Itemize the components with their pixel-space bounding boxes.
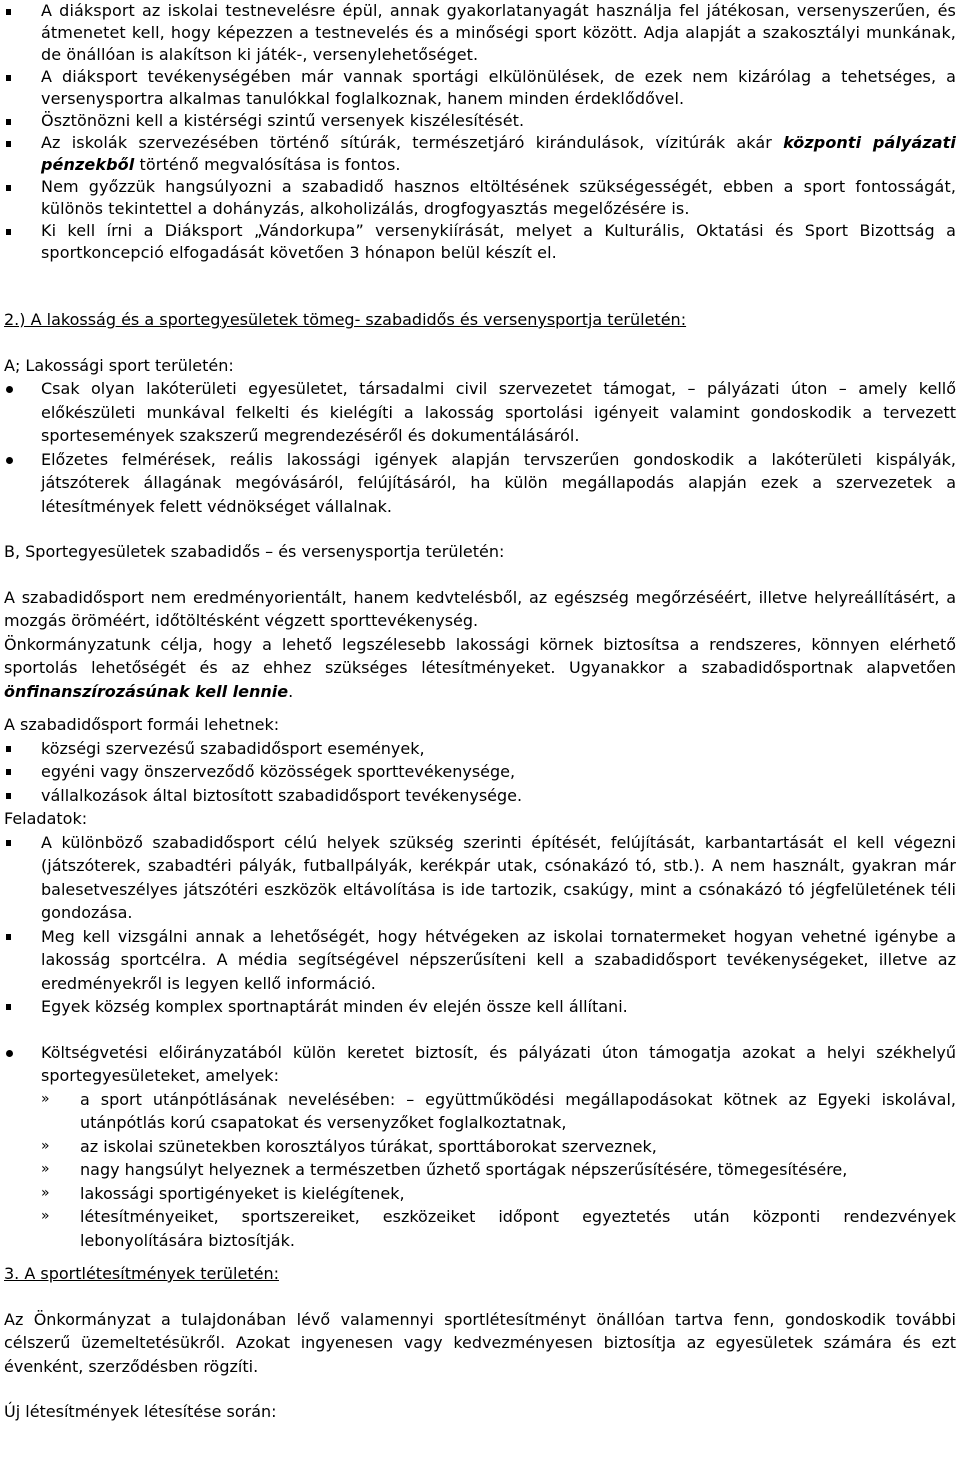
bullet-wandering-cup: Ki kell írni a Diáksport „Vándorkupa” versenykiírását, melyet a Kulturális, Oktatási és Sport Bizottság a sportkoncepció elfogadását követően 3 hónapon belül készít el. (4, 220, 956, 264)
paragraph-facilities: Az Önkormányzat a tulajdonában lévő valamennyi sportlétesítményt önállóan tartva fenn, gondoskodik további célszerű üzemeltetésükről. Azokat ingyenesen vagy kedvezményesen biztosítja az egyesületek számára és ezt évenként, szerződésben rögzíti. (4, 1309, 956, 1376)
tasks-heading: Feladatok: (4, 809, 88, 828)
budget-criterion: » létesítményeiket, sportszereiket, eszközeiket időpont egyeztetés után központi rendezvények lebonyolítására biztosítják. (41, 1205, 956, 1252)
budget-bullets (4, 1041, 956, 1088)
task-item: Egyek község komplex sportnaptárát minden év elején össze kell állítani. (4, 995, 956, 1019)
budget-criterion: » az iskolai szünetekben korosztályos túrákat, sporttáborokat szerveznek, (41, 1135, 956, 1159)
forms-list (4, 737, 956, 808)
subsection-b-heading: B, Sportegyesületek szabadidős – és versenysportja területén: (4, 542, 505, 561)
bullet-leisure-importance: Nem győzzük hangsúlyozni a szabadidő hasznos eltöltésének szükségességét, ebben a sport fontosságát, különös tekintettel a dohányzás, alkoholizálás, drogfogyasztás megelőzésére is. (4, 176, 956, 220)
bullet-playground-maintenance: Előzetes felmérések, reális lakossági igények alapján tervszerűen gondoskodik a lakóterületi kispályák, játszóterek állagának megóvásáról, felújításáról, ha külön megállapodás alapján ezek a szervezetek a létesítmények felett védnökséget vállalnak. (4, 448, 956, 519)
budget-criterion: » a sport utánpótlásának nevelésében: – együttműködési megállapodásokat kötnek az Egyeki iskolával, utánpótlás korú csapatokat és versenyzőket foglalkoztatnak, (41, 1088, 956, 1135)
subsection-a-bullets (4, 377, 956, 518)
bullet-budget-support: Költségvetési előirányzatából külön keretet biztosít, és pályázati úton támogatja azokat a helyi székhelyű sportegyesületeket, amelyek: (4, 1041, 956, 1088)
paragraph-municipal-goal: Önkormányzatunk célja, hogy a lehető legszélesebb lakossági körnek biztosítsa a rendszeres, könnyen elérhető sportolás lehetőségét és az ehhez szükséges létesítményeket. Ugyanakkor a szabadidősportnak alapvetően önfinanszírozásúnak kell lennie. (4, 634, 956, 701)
bullet-school-sport-base: A diáksport az iskolai testnevelésre épül, annak gyakorlatanyagát használja fel játékosan, versenyszerűen, és átmenetet kell, hogy képezzen a testnevelés és a minőségi sport között. Adja alapját a szakosztályi munkának, de önállóan is alakítson ki játék-, versenylehetőséget. (4, 0, 956, 66)
paragraph-leisure-sport: A szabadidősport nem eredményorientált, hanem kedvtelésből, az egészség megőrzéséért, illetve helyreállításért, a mozgás öröméért, időtöltésként végzett sporttevékenység. (4, 587, 956, 630)
budget-criterion: » lakossági sportigényeket is kielégítenek, (41, 1182, 956, 1206)
school-sport-block (4, 0, 956, 264)
new-facilities-heading: Új létesítmények létesítése során: (4, 1402, 277, 1421)
form-item: egyéni vagy önszerveződő közösségek sporttevékenysége, (4, 760, 956, 784)
task-item: Meg kell vizsgálni annak a lehetőségét, hogy hétvégeken az iskolai tornatermeket hogyan vehetné igénybe a lakosság sportcélra. A média segítségével népszerűsíteni kell a szabadidősport tevékenységeket, illetve az eredményekről is legyen kellő információ. (4, 925, 956, 996)
bullet-residential-associations: Csak olyan lakóterületi egyesületet, társadalmi civil szervezetet támogat, – pályázati úton – amely kellő előkészületi munkával felkelti és kielégíti a lakosság sportolási igényeit valamint gondoskodik a tervezett sportesemények szakszerű megrendezéséről és dokumentálásáról. (4, 377, 956, 448)
task-item: A különböző szabadidősport célú helyek szükség szerinti építését, felújítását, karbantartását el kell végezni (játszóterek, szabadtéri pályák, futballpályák, kerékpár utak, csónakázó tó, stb.). A nem használt, gyakran már balesetveszélyes játszótéri eszközök eltávolítása is ide tartozik, csakúgy, mint a csónakázó tó jégfelületének téli gondozása. (4, 831, 956, 925)
budget-criterion: » nagy hangsúlyt helyeznek a természetben űzhető sportágak népszerűsítésére, tömegesítésére, (41, 1158, 956, 1182)
form-item: vállalkozások által biztosított szabadidősport tevékenysége. (4, 784, 956, 808)
budget-criteria-list (4, 1088, 956, 1253)
bullet-sport-specialization: A diáksport tevékenységében már vannak sportági elkülönülések, de ezek nem kizárólag a tehetséges, a versenysportra alkalmas tanulókkal foglalkoznak, hanem minden érdeklődővel. (4, 66, 956, 110)
emphasis-self-financing: önfinanszírozásúnak kell lennie (4, 681, 289, 701)
subsection-a-heading: A; Lakossági sport területén: (4, 355, 234, 375)
bullet-school-excursions: Az iskolák szervezésében történő sítúrák, természetjáró kirándulások, vízitúrák akár központi pályázati pénzekből történő megvalósítása is fontos. (4, 132, 956, 176)
section-2-heading: 2.) A lakosság és a sportegyesületek tömeg- szabadidős és versenysportja területén: (4, 310, 687, 329)
section-3-heading: 3. A sportlétesítmények területén: (4, 1264, 279, 1283)
bullet-regional-competitions: Ösztönözni kell a kistérségi szintű versenyek kiszélesítését. (4, 110, 956, 132)
emphasis-central-funding: központi pályázati pénzekből (41, 133, 956, 174)
forms-heading: A szabadidősport formái lehetnek: (4, 715, 280, 734)
tasks-list (4, 831, 956, 1019)
form-item: községi szervezésű szabadidősport események, (4, 737, 956, 761)
school-sport-bullets (4, 0, 956, 264)
